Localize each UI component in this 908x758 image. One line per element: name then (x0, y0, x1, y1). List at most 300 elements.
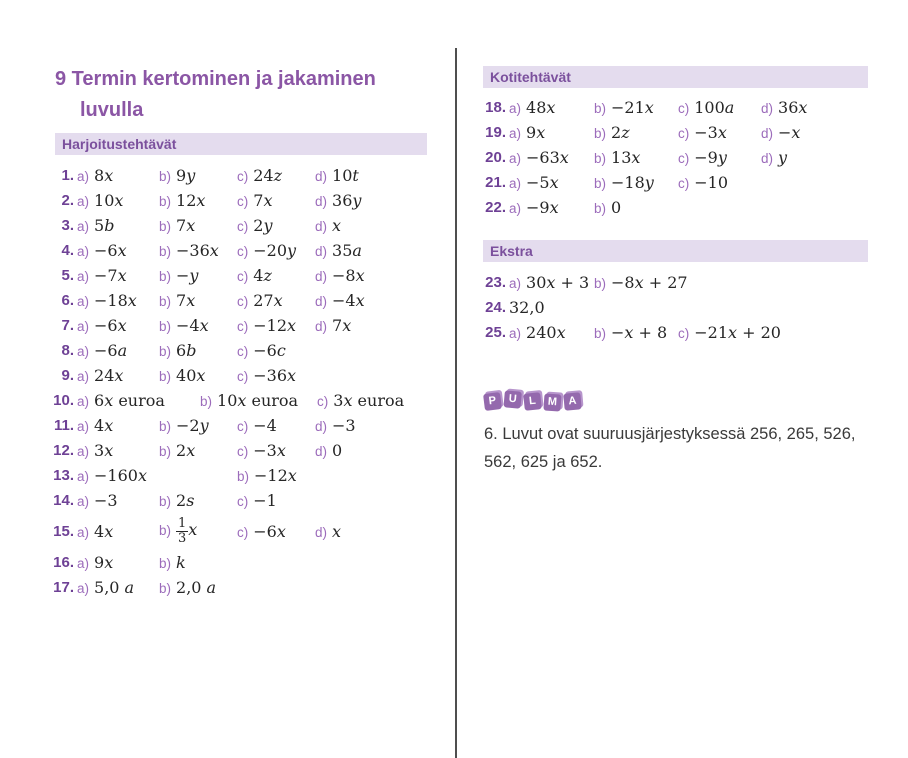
chapter-title (55, 64, 445, 126)
exercise-number: 1. (61, 167, 74, 184)
exercise-row (40, 438, 460, 463)
answer-label: d) (761, 100, 774, 116)
answer-label: a) (509, 125, 522, 141)
answer-value: k (176, 552, 186, 572)
answer-value: −7x (94, 265, 127, 285)
answer-cell (678, 148, 761, 168)
exercise-number: 7. (61, 317, 74, 334)
exercise-row (40, 488, 460, 513)
exercise-number: 24. (485, 299, 506, 316)
exercise-row (480, 95, 900, 120)
exercise-number: 2. (61, 192, 74, 209)
answer-value: 2y (253, 215, 273, 235)
answer-cell (594, 148, 678, 168)
answer-cell (237, 491, 315, 511)
answer-value: −3 (332, 415, 356, 435)
answer-cell (594, 123, 678, 143)
exercise-number: 3. (61, 217, 74, 234)
answer-cell (77, 166, 159, 186)
answer-cell (315, 241, 362, 261)
answer-cell (594, 98, 678, 118)
answer-label: d) (315, 268, 328, 284)
answer-cell (77, 441, 159, 461)
answer-value: 48x (526, 97, 556, 117)
answer-value: 4x (94, 415, 114, 435)
answer-cell (77, 241, 159, 261)
answer-cell (237, 191, 315, 211)
pulma-answer-text: 6. Luvut ovat suuruusjärjestyksessä 256, 265, 526, 562, 625 ja 652. (484, 425, 856, 471)
answer-value: −21x + 20 (694, 322, 781, 342)
answer-cell (77, 578, 159, 598)
answer-label: a) (509, 175, 522, 191)
answer-value: −4x (332, 290, 365, 310)
answer-label: d) (315, 443, 328, 459)
exercise-number: 10. (53, 392, 74, 409)
answer-label: b) (159, 318, 172, 334)
exercise-number: 13. (53, 467, 74, 484)
answer-label: a) (77, 243, 90, 259)
answer-value: 6b (176, 340, 197, 360)
answer-value: −5x (526, 172, 559, 192)
pulma-block: P (483, 392, 502, 411)
exercise-row (40, 513, 460, 550)
answer-label: b) (594, 325, 607, 341)
exercise-number: 18. (485, 99, 506, 116)
answer-label: a) (509, 275, 522, 291)
answer-label: c) (237, 268, 249, 284)
answer-value: −6c (253, 340, 286, 360)
answer-value: −12x (253, 315, 297, 335)
exercise-number: 14. (53, 492, 74, 509)
exercise-row (480, 270, 900, 295)
answer-cell (315, 416, 356, 436)
answer-label: c) (237, 524, 249, 540)
answer-label: a) (77, 580, 90, 596)
answer-value: 27x (253, 290, 283, 310)
answer-label: c) (237, 418, 249, 434)
answer-label: c) (237, 318, 249, 334)
answer-label: b) (159, 418, 172, 434)
pulma-block: A (563, 392, 581, 410)
answer-cell (678, 98, 761, 118)
exercise-row (40, 288, 460, 313)
answer-label: b) (594, 100, 607, 116)
answer-label: b) (237, 468, 250, 484)
answer-cell (159, 266, 237, 286)
pulma-block: M (543, 393, 561, 411)
exercise-number: 19. (485, 124, 506, 141)
exercise-number: 12. (53, 442, 74, 459)
answer-cell (237, 291, 315, 311)
answer-value: 100a (694, 97, 735, 117)
answer-value: 13x (611, 147, 641, 167)
answer-label: a) (509, 325, 522, 341)
answer-cell (159, 166, 237, 186)
exercise-number: 25. (485, 324, 506, 341)
answer-label: b) (200, 393, 213, 409)
exercise-number: 9. (61, 367, 74, 384)
answer-label: a) (77, 268, 90, 284)
answer-value: 5b (94, 215, 115, 235)
answer-value: −6x (94, 240, 127, 260)
answer-label: b) (159, 218, 172, 234)
exercise-row (480, 145, 900, 170)
section-header-kotitehtavat: Kotitehtävät (483, 66, 868, 88)
answer-value: −12x (254, 465, 297, 485)
answer-cell (317, 391, 404, 411)
answer-label: d) (315, 243, 328, 259)
answer-value: 9x (94, 552, 114, 572)
answer-cell (77, 553, 159, 573)
answer-value: 35a (332, 240, 362, 260)
answer-label: c) (237, 443, 249, 459)
answer-value: 9x (526, 122, 546, 142)
exercise-row (40, 313, 460, 338)
answer-label: b) (159, 493, 172, 509)
answer-value: 2,0 a (176, 577, 217, 597)
exercise-row (40, 575, 460, 600)
answer-label: b) (159, 523, 172, 538)
answer-label: c) (237, 168, 249, 184)
answer-label: c) (678, 175, 690, 191)
answer-label: b) (159, 443, 172, 459)
answer-cell (159, 366, 237, 386)
answer-value: 2x (176, 440, 196, 460)
pulma-logo (484, 391, 584, 417)
exercise-list-harjoitustehtavat (40, 163, 460, 600)
answer-label: d) (315, 193, 328, 209)
answer-label: b) (159, 193, 172, 209)
answer-value: −3 (94, 490, 118, 510)
answer-label: b) (159, 243, 172, 259)
answer-cell (509, 323, 594, 343)
exercise-number: 17. (53, 579, 74, 596)
exercise-number: 4. (61, 242, 74, 259)
answer-value: −1 (253, 490, 277, 510)
answer-cell (159, 216, 237, 236)
answer-cell (761, 123, 800, 143)
answer-label: c) (678, 100, 690, 116)
answer-value: x (332, 215, 342, 235)
answer-value: y (778, 147, 788, 167)
answer-label: a) (509, 200, 522, 216)
answer-label: d) (315, 318, 328, 334)
answer-value: −2y (176, 415, 209, 435)
answer-cell (159, 316, 237, 336)
exercise-row (40, 188, 460, 213)
answer-cell (237, 166, 315, 186)
answer-cell (77, 522, 159, 542)
answer-cell (77, 366, 159, 386)
answer-cell (77, 291, 159, 311)
answer-cell (315, 441, 342, 461)
answer-cell (509, 198, 594, 218)
exercise-number: 16. (53, 554, 74, 571)
exercise-number: 22. (485, 199, 506, 216)
answer-value: 2z (611, 122, 630, 142)
answer-value: 3x (94, 440, 114, 460)
answer-value: −x + 8 (611, 322, 668, 342)
answer-value: −20y (253, 240, 297, 260)
answer-value: $\frac{1}{3}$ x (178, 515, 198, 546)
answer-label: a) (77, 368, 90, 384)
answer-label: d) (761, 125, 774, 141)
answer-label: d) (315, 168, 328, 184)
answer-cell (315, 216, 341, 236)
answer-label: c) (237, 493, 249, 509)
chapter-title-line2: luvulla (80, 99, 144, 121)
answer-label: a) (77, 418, 90, 434)
answer-label: a) (77, 218, 90, 234)
answer-label: b) (594, 175, 607, 191)
answer-cell (594, 323, 678, 343)
pulma-block: L (523, 392, 542, 411)
answer-value: −10 (694, 172, 729, 192)
exercise-number: 8. (61, 342, 74, 359)
answer-value: −9x (526, 197, 559, 217)
section-header-harjoitustehtavat: Harjoitustehtävät (55, 133, 427, 155)
exercise-number: 5. (61, 267, 74, 284)
answer-value: 4x (94, 521, 114, 541)
answer-value: −36x (253, 365, 297, 385)
answer-value: −6x (253, 521, 286, 541)
answer-label: d) (315, 218, 328, 234)
exercise-row (40, 338, 460, 363)
answer-cell (315, 291, 365, 311)
answer-value: −9y (694, 147, 727, 167)
answer-value: 7x (176, 215, 196, 235)
exercise-number: 6. (61, 292, 74, 309)
exercise-row (40, 363, 460, 388)
answer-cell (509, 148, 594, 168)
answer-cell (159, 191, 237, 211)
answer-cell (159, 517, 237, 547)
exercise-row (40, 388, 460, 413)
answer-label: b) (159, 368, 172, 384)
answer-cell (315, 191, 361, 211)
answer-value: 36y (332, 190, 362, 210)
answer-label: d) (315, 418, 328, 434)
answer-label: c) (678, 150, 690, 166)
exercise-number: 15. (53, 523, 74, 540)
answer-cell (761, 148, 787, 168)
answer-label: a) (77, 168, 90, 184)
answer-cell (159, 553, 237, 573)
exercise-row (40, 263, 460, 288)
answer-value: 7x (253, 190, 273, 210)
answer-value: x (332, 521, 342, 541)
answer-cell (315, 166, 359, 186)
answer-label: c) (237, 368, 249, 384)
answer-cell (237, 441, 315, 461)
answer-label: d) (315, 524, 328, 540)
answer-cell (237, 266, 315, 286)
answer-value: −18x (94, 290, 137, 310)
answer-cell (159, 441, 237, 461)
pulma-block: U (503, 390, 521, 408)
answer-label: a) (77, 555, 90, 571)
answer-value: −4x (176, 315, 209, 335)
answer-value: −4 (253, 415, 277, 435)
answer-value: 30x + 3 (526, 272, 590, 292)
answer-label: a) (77, 318, 90, 334)
answer-cell (509, 273, 594, 293)
section-header-ekstra: Ekstra (483, 240, 868, 262)
answer-cell (200, 391, 317, 411)
answer-value: −3x (253, 440, 286, 460)
answer-cell (594, 272, 688, 293)
answer-cell (237, 216, 315, 236)
answer-cell (237, 416, 315, 436)
answer-label: a) (77, 493, 90, 509)
answer-label: c) (237, 343, 249, 359)
answer-label: d) (315, 293, 328, 309)
answer-cell (159, 416, 237, 436)
answer-value: 36x (778, 97, 808, 117)
answer-cell (678, 173, 761, 193)
answer-value: 2s (176, 490, 195, 510)
exercise-number: 21. (485, 174, 506, 191)
answer-label: c) (678, 125, 690, 141)
answer-value: 9y (176, 165, 196, 185)
answer-value: 10x (94, 190, 124, 210)
exercise-row (40, 550, 460, 575)
answer-value: −8x + 27 (611, 272, 688, 292)
chapter-title-line1: 9 Termin kertominen ja jakaminen (55, 68, 376, 90)
answer-label: c) (317, 393, 329, 409)
answer-cell (509, 123, 594, 143)
answer-label: b) (594, 150, 607, 166)
answer-value: −6a (94, 340, 128, 360)
answer-cell (678, 322, 781, 343)
exercise-row (480, 295, 900, 320)
answer-cell (315, 266, 365, 286)
column-divider (455, 48, 457, 758)
answer-value: 32,0 (509, 297, 545, 317)
exercise-row (40, 463, 460, 488)
answer-label: c) (678, 325, 690, 341)
exercise-row (480, 320, 900, 345)
answer-label: b) (159, 293, 172, 309)
answer-value: 3x euroa (333, 390, 405, 410)
answer-value: 6x euroa (94, 390, 165, 410)
exercise-number: 23. (485, 274, 506, 291)
answer-value: 7x (332, 315, 352, 335)
exercise-row (480, 195, 900, 220)
answer-label: c) (237, 293, 249, 309)
answer-cell (594, 173, 678, 193)
answer-cell (237, 466, 315, 486)
exercise-row (40, 213, 460, 238)
answer-label: b) (159, 555, 172, 571)
answer-cell (77, 391, 200, 411)
answer-value: −63x (526, 147, 569, 167)
answer-cell (77, 341, 159, 361)
answer-cell (237, 341, 315, 361)
answer-cell (237, 366, 315, 386)
answer-value: −36x (176, 240, 219, 260)
answer-cell (77, 466, 237, 486)
exercise-row (480, 120, 900, 145)
answer-label: c) (237, 243, 249, 259)
answer-cell (315, 522, 341, 542)
answer-label: a) (77, 443, 90, 459)
answer-label: a) (77, 524, 90, 540)
answer-cell (315, 316, 351, 336)
exercise-row (40, 238, 460, 263)
answer-cell (761, 98, 807, 118)
answer-label: a) (509, 100, 522, 116)
answer-value: 4z (253, 265, 272, 285)
exercise-row (40, 413, 460, 438)
answer-cell (77, 191, 159, 211)
answer-cell (509, 98, 594, 118)
answer-label: c) (237, 218, 249, 234)
answer-cell (509, 173, 594, 193)
answer-cell (77, 216, 159, 236)
answer-value: 240x (526, 322, 566, 342)
answer-label: a) (77, 193, 90, 209)
answer-label: a) (509, 150, 522, 166)
answer-cell (594, 198, 678, 218)
exercise-row (40, 163, 460, 188)
answer-label: a) (77, 393, 90, 409)
answer-value: 40x (176, 365, 206, 385)
answer-label: a) (77, 343, 90, 359)
answer-cell (77, 316, 159, 336)
answer-value: 0 (611, 197, 622, 217)
answer-label: b) (159, 580, 172, 596)
answer-cell (159, 341, 237, 361)
answer-value: 24x (94, 365, 124, 385)
answer-cell (159, 491, 237, 511)
answer-value: −160x (94, 465, 147, 485)
answer-value: −x (778, 122, 801, 142)
answer-value: 24z (253, 165, 283, 185)
exercise-list-kotitehtavat (480, 95, 900, 220)
exercise-row (480, 170, 900, 195)
exercise-list-ekstra (480, 270, 900, 345)
answer-label: a) (77, 293, 90, 309)
answer-value: 10t (332, 165, 359, 185)
answer-value: −21x (611, 97, 654, 117)
answer-value: 0 (332, 440, 343, 460)
answer-value: 5,0 a (94, 577, 135, 597)
answer-cell (678, 123, 761, 143)
answer-label: b) (594, 125, 607, 141)
answer-cell (77, 416, 159, 436)
answer-label: a) (77, 468, 90, 484)
answer-value: 10x euroa (217, 390, 299, 410)
answer-label: b) (159, 168, 172, 184)
answer-label: b) (159, 268, 172, 284)
answer-value: −8x (332, 265, 365, 285)
answer-cell (77, 491, 159, 511)
answer-value: −3x (694, 122, 727, 142)
answer-value: −18y (611, 172, 654, 192)
answer-cell (159, 578, 237, 598)
answer-label: b) (594, 200, 607, 216)
answer-label: b) (159, 343, 172, 359)
answer-label: c) (237, 193, 249, 209)
answer-label: b) (594, 275, 607, 291)
answer-cell (77, 266, 159, 286)
answer-value: 8x (94, 165, 114, 185)
answer-cell (237, 241, 315, 261)
answer-cell (237, 522, 315, 542)
exercise-number: 20. (485, 149, 506, 166)
answer-value: −6x (94, 315, 127, 335)
